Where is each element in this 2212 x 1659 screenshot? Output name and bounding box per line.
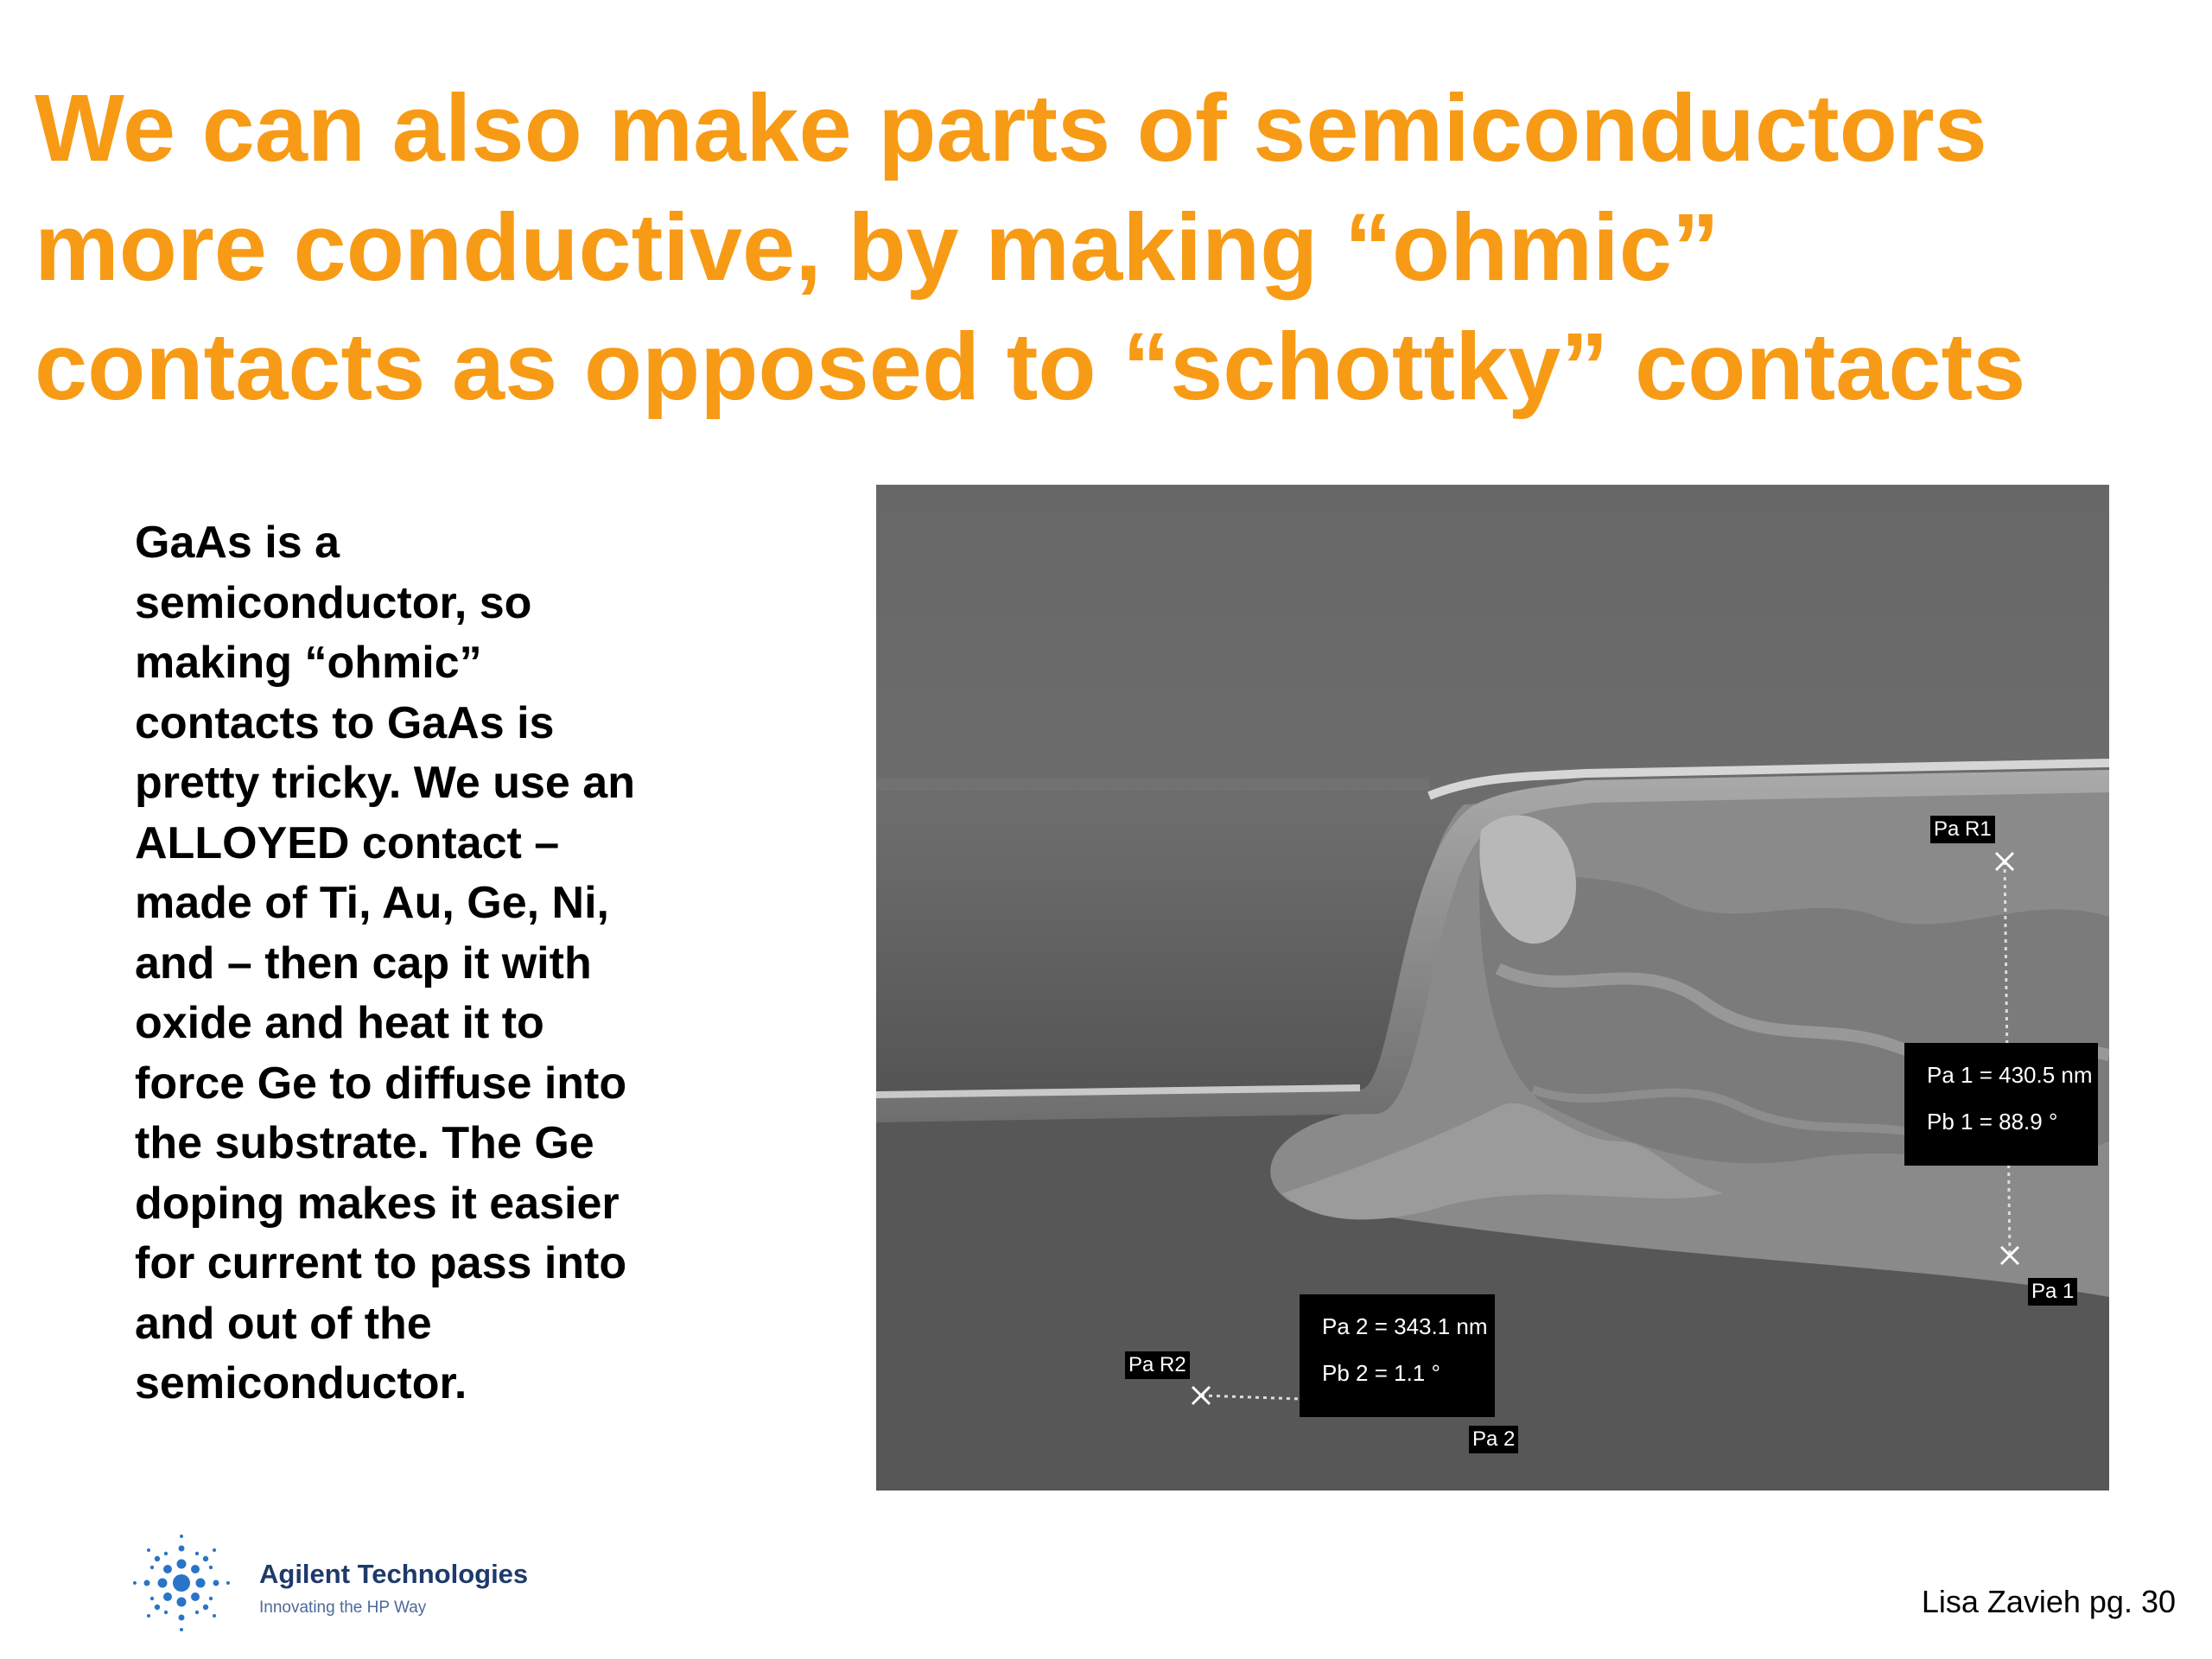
- measurement-box-1: [1904, 1043, 2098, 1166]
- body-line: and out of the: [135, 1298, 432, 1349]
- label-pa-2: Pa 2: [1469, 1426, 1518, 1453]
- body-line: contacts to GaAs is: [135, 697, 555, 748]
- body-line: semiconductor.: [135, 1358, 467, 1408]
- body-line: pretty tricky. We use an: [135, 758, 635, 808]
- spark-logo-icon: [128, 1529, 235, 1637]
- label-pa-r1: Pa R1: [1930, 816, 1995, 843]
- body-line: the substrate. The Ge: [135, 1118, 594, 1168]
- slide-title: [35, 69, 2177, 427]
- title-line: contacts as opposed to “schottky” contacts: [35, 314, 2026, 420]
- label-pa-1: Pa 1: [2028, 1278, 2077, 1306]
- footer-page-info: Lisa Zavieh pg. 30: [1921, 1584, 2176, 1619]
- sem-micrograph: [876, 485, 2109, 1491]
- body-line: making “ohmic”: [135, 638, 482, 688]
- body-line: doping makes it easier: [135, 1178, 620, 1229]
- measurement-box-2: [1300, 1294, 1495, 1417]
- body-line: and – then cap it with: [135, 938, 592, 988]
- body-line: oxide and heat it to: [135, 998, 544, 1048]
- measurement-length: Pa 2 = 343.1 nm: [1322, 1313, 1488, 1339]
- measurement-angle: Pb 1 = 88.9 °: [1927, 1109, 2058, 1135]
- body-line: ALLOYED contact –: [135, 817, 560, 868]
- body-line: for current to pass into: [135, 1238, 627, 1288]
- label-pa-r2: Pa R2: [1125, 1351, 1190, 1379]
- agilent-logo: [128, 1529, 529, 1642]
- body-line: force Ge to diffuse into: [135, 1058, 627, 1109]
- measurement-angle: Pb 2 = 1.1 °: [1322, 1360, 1440, 1386]
- measurement-length: Pa 1 = 430.5 nm: [1927, 1062, 2093, 1088]
- body-line: semiconductor, so: [135, 577, 532, 628]
- body-text: [135, 513, 722, 1414]
- title-line: We can also make parts of semiconductors: [35, 75, 1987, 181]
- body-line: made of Ti, Au, Ge, Ni,: [135, 878, 609, 928]
- title-line: more conductive, by making “ohmic”: [35, 194, 1719, 301]
- logo-company-name: Agilent Technologies: [259, 1559, 529, 1589]
- logo-tagline: Innovating the HP Way: [259, 1599, 427, 1617]
- body-line: GaAs is a: [135, 518, 340, 568]
